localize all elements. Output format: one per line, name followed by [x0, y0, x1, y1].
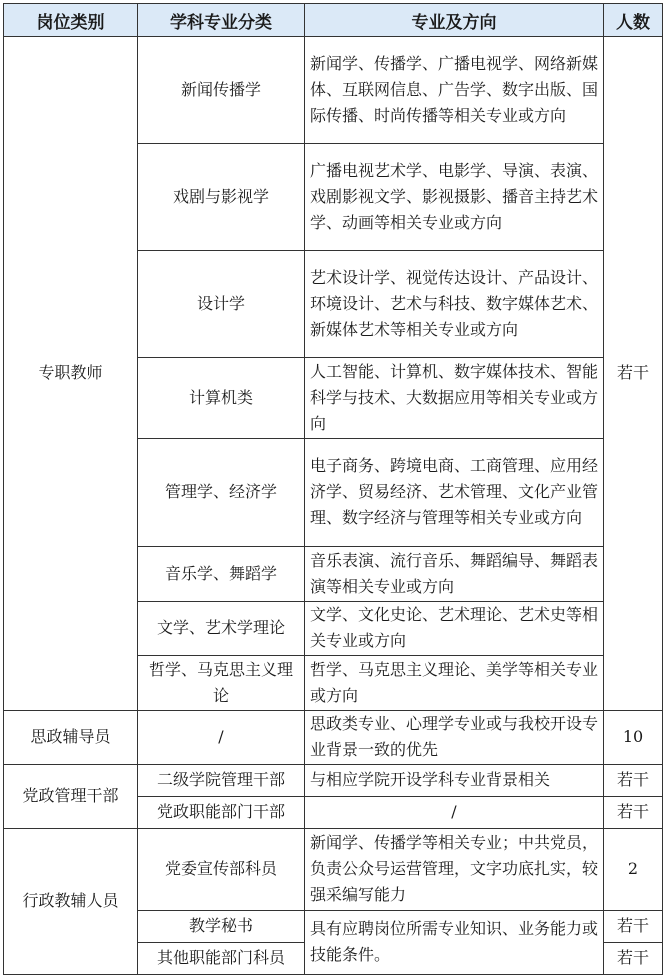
direction-cell: 哲学、马克思主义理论、美学等相关专业或方向 — [305, 655, 604, 710]
post-category-cell: 行政教辅人员 — [4, 828, 138, 974]
table-row — [4, 828, 663, 910]
direction-cell: / — [305, 796, 604, 828]
direction-cell: 与相应学院开设学科专业背景相关 — [305, 764, 604, 796]
post-category-cell: 党政管理干部 — [4, 764, 138, 828]
header-headcount: 人数 — [604, 4, 663, 37]
headcount-cell: 若干 — [604, 37, 663, 711]
headcount-cell: 2 — [604, 828, 663, 910]
headcount-cell: 若干 — [604, 796, 663, 828]
direction-cell: 艺术设计学、视觉传达设计、产品设计、环境设计、艺术与科技、数字媒体艺术、新媒体艺术等相关专业或方向 — [305, 251, 604, 358]
subject-cell: 音乐学、舞蹈学 — [138, 546, 305, 601]
headcount-cell: 若干 — [604, 764, 663, 796]
subject-cell: 哲学、马克思主义理论 — [138, 655, 305, 710]
table-row — [4, 764, 663, 796]
table-row — [4, 710, 663, 764]
subject-cell: 设计学 — [138, 251, 305, 358]
direction-cell: 新闻学、传播学等相关专业；中共党员，负责公众号运营管理，文字功底扎实，较强采编写能力 — [305, 828, 604, 910]
direction-cell: 新闻学、传播学、广播电视学、网络新媒体、互联网信息、广告学、数字出版、国际传播、时尚传播等相关专业或方向 — [305, 37, 604, 144]
subject-cell: 其他职能部门科员 — [138, 942, 305, 974]
subject-cell: 党政职能部门干部 — [138, 796, 305, 828]
header-subject-category: 学科专业分类 — [138, 4, 305, 37]
subject-cell: 新闻传播学 — [138, 37, 305, 144]
subject-cell: 教学秘书 — [138, 910, 305, 942]
headcount-cell: 若干 — [604, 942, 663, 974]
subject-cell: 二级学院管理干部 — [138, 764, 305, 796]
subject-cell: 计算机类 — [138, 358, 305, 439]
header-major-direction: 专业及方向 — [305, 4, 604, 37]
direction-cell: 电子商务、跨境电商、工商管理、应用经济学、贸易经济、艺术管理、文化产业管理、数字经济与管理等相关专业或方向 — [305, 439, 604, 546]
direction-cell: 广播电视艺术学、电影学、导演、表演、戏剧影视文学、影视摄影、播音主持艺术学、动画等相关专业或方向 — [305, 144, 604, 251]
table-row — [4, 37, 663, 144]
direction-cell: 文学、文化史论、艺术理论、艺术史等相关专业或方向 — [305, 601, 604, 655]
post-category-cell: 思政辅导员 — [4, 710, 138, 764]
header-row — [4, 4, 663, 37]
direction-cell: 人工智能、计算机、数字媒体技术、智能科学与技术、大数据应用等相关专业或方向 — [305, 358, 604, 439]
header-post-category: 岗位类别 — [4, 4, 138, 37]
headcount-cell: 若干 — [604, 910, 663, 942]
subject-cell: 文学、艺术学理论 — [138, 601, 305, 655]
subject-cell: 戏剧与影视学 — [138, 144, 305, 251]
recruitment-table — [3, 3, 663, 975]
subject-cell: 党委宣传部科员 — [138, 828, 305, 910]
direction-cell: 具有应聘岗位所需专业知识、业务能力或技能条件。 — [305, 910, 604, 974]
post-category-cell: 专职教师 — [4, 37, 138, 711]
subject-cell: / — [138, 710, 305, 764]
subject-cell: 管理学、经济学 — [138, 439, 305, 546]
direction-cell: 思政类专业、心理学专业或与我校开设专业背景一致的优先 — [305, 710, 604, 764]
direction-cell: 音乐表演、流行音乐、舞蹈编导、舞蹈表演等相关专业或方向 — [305, 546, 604, 601]
headcount-cell: 10 — [604, 710, 663, 764]
